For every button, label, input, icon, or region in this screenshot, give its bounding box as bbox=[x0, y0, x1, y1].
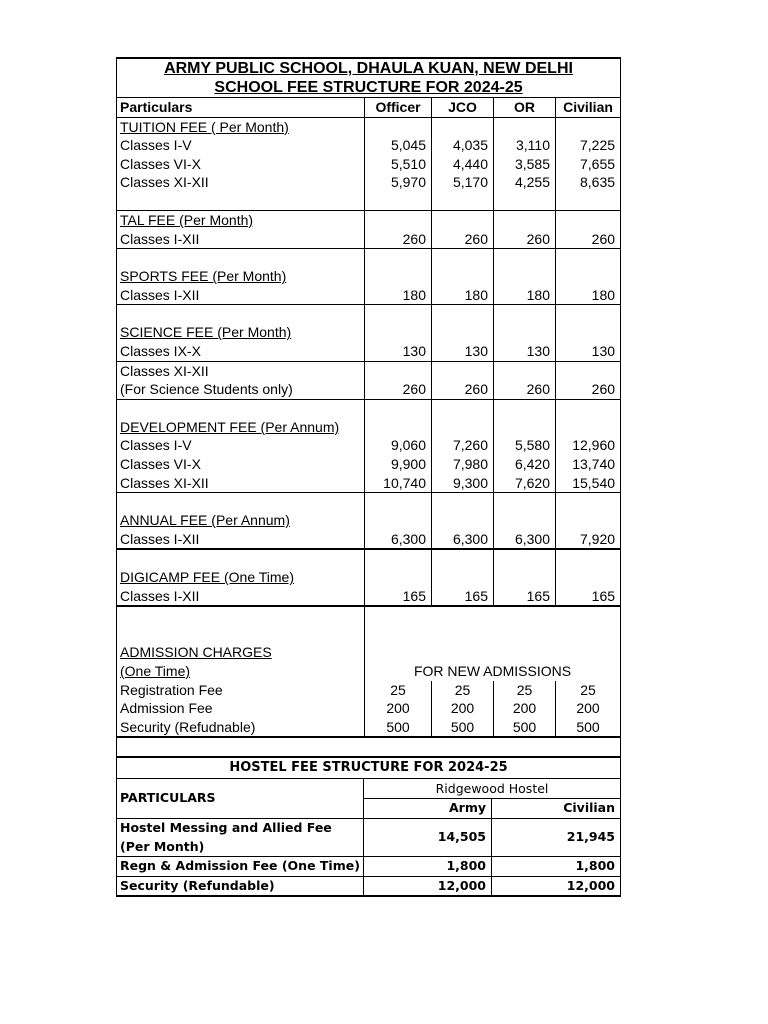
fee-sheet bbox=[116, 57, 620, 897]
col-civilian: Civilian bbox=[556, 98, 621, 118]
table-row: Classes I-XII 180 180 180 180 bbox=[117, 286, 621, 305]
table-row: Classes VI-X 9,900 7,980 6,420 13,740 bbox=[117, 455, 621, 474]
table-row: Classes I-V 5,045 4,035 3,110 7,225 bbox=[117, 136, 621, 155]
development-heading: DEVELOPMENT FEE (Per Annum) bbox=[117, 418, 365, 437]
sports-heading: SPORTS FEE (Per Month) bbox=[117, 267, 365, 286]
table-row: Classes I-XII 165 165 165 165 bbox=[117, 587, 621, 607]
school-title: ARMY PUBLIC SCHOOL, DHAULA KUAN, NEW DELHI bbox=[164, 60, 573, 77]
hostel-title: HOSTEL FEE STRUCTURE FOR 2024-25 bbox=[117, 757, 621, 779]
table-row: Classes I-V 9,060 7,260 5,580 12,960 bbox=[117, 436, 621, 455]
school-fee-table: ARMY PUBLIC SCHOOL, DHAULA KUAN, NEW DELHI SCHOOL FEE STRUCTURE FOR 2024-25 Particulars Officer JCO OR Civilian TUITION FEE ( Per Month) Classes I-V 5,045 4,035 3,110 7,225 Classes VI-X 5,510 4,440 3,585 7,655 Classes XI-XII 5,970 5,170 4,255 8,635 TAL FEE (Per Month) Classes I-XII 260 260 260 260 SPORTS FEE (Per Month) Classes I-XII 180 180 180 180 SCIENCE FEE (Per Month) Classes IX-X 130 130 130 130 Classes XI-XII (For Science Students only) 260 260 260 260 DEVELOPMENT FEE (Per Annum) Classes I-V 9,060 7,260 5,580 12,960 Classes VI-X 9,900 7,980 6,420 13,740 Classes XI-XII 10,740 9,300 7,620 15,540 ANNUAL FEE (Per Annum) Classes I-XII 6,300 6,300 6,300 7,920 DIGICAMP FEE (One Time) Classes I-XII 165 165 165 165 ADMISSION CHARGES (One Time) FOR NEW ADMISSIONS Registration Fee 25 25 25 25 Admission Fee 200 200 200 200 Security (Refudnable) 500 500 500 500 bbox=[116, 57, 621, 756]
table-row: Security (Refudnable) 500 500 500 500 bbox=[117, 718, 621, 738]
table-row: Classes XI-XII 5,970 5,170 4,255 8,635 bbox=[117, 173, 621, 192]
table-row: Classes XI-XII 10,740 9,300 7,620 15,540 bbox=[117, 474, 621, 493]
table-row: Classes VI-X 5,510 4,440 3,585 7,655 bbox=[117, 155, 621, 174]
table-row: Classes I-XII 6,300 6,300 6,300 7,920 bbox=[117, 530, 621, 550]
col-particulars: Particulars bbox=[117, 98, 365, 118]
table-row: Registration Fee 25 25 25 25 bbox=[117, 681, 621, 700]
digicamp-heading: DIGICAMP FEE (One Time) bbox=[117, 568, 365, 587]
col-or: OR bbox=[494, 98, 556, 118]
annual-heading: ANNUAL FEE (Per Annum) bbox=[117, 511, 365, 530]
col-jco: JCO bbox=[432, 98, 494, 118]
table-row: Admission Fee 200 200 200 200 bbox=[117, 699, 621, 718]
tuition-heading: TUITION FEE ( Per Month) bbox=[117, 117, 365, 136]
table-row: Regn & Admission Fee (One Time) 1,800 1,800 bbox=[117, 857, 621, 877]
admission-heading: ADMISSION CHARGES bbox=[117, 643, 365, 662]
messing-label: Hostel Messing and Allied Fee bbox=[117, 819, 364, 838]
col-officer: Officer bbox=[365, 98, 432, 118]
science-heading: SCIENCE FEE (Per Month) bbox=[117, 323, 365, 342]
table-row: Classes I-XII 260 260 260 260 bbox=[117, 230, 621, 249]
fee-structure-title: SCHOOL FEE STRUCTURE FOR 2024-25 bbox=[214, 79, 523, 96]
tal-heading: TAL FEE (Per Month) bbox=[117, 210, 365, 229]
hostel-name: Ridgewood Hostel bbox=[364, 779, 621, 799]
table-row: (For Science Students only) 260 260 260 260 bbox=[117, 380, 621, 399]
hostel-particulars: PARTICULARS bbox=[117, 779, 364, 819]
col-army: Army bbox=[364, 799, 492, 819]
new-admissions-note: FOR NEW ADMISSIONS bbox=[365, 662, 621, 681]
table-row: Classes IX-X 130 130 130 130 bbox=[117, 342, 621, 361]
col-hostel-civilian: Civilian bbox=[492, 799, 621, 819]
hostel-fee-table: HOSTEL FEE STRUCTURE FOR 2024-25 PARTICULARS Ridgewood Hostel Army Civilian Hostel Messing and Allied Fee 14,505 21,945 (Per Month) Regn & Admission Fee (One Time) 1,800 1,800 Security (Refundable) 12,000 12,000 bbox=[116, 756, 621, 897]
table-row: Security (Refundable) 12,000 12,000 bbox=[117, 876, 621, 896]
